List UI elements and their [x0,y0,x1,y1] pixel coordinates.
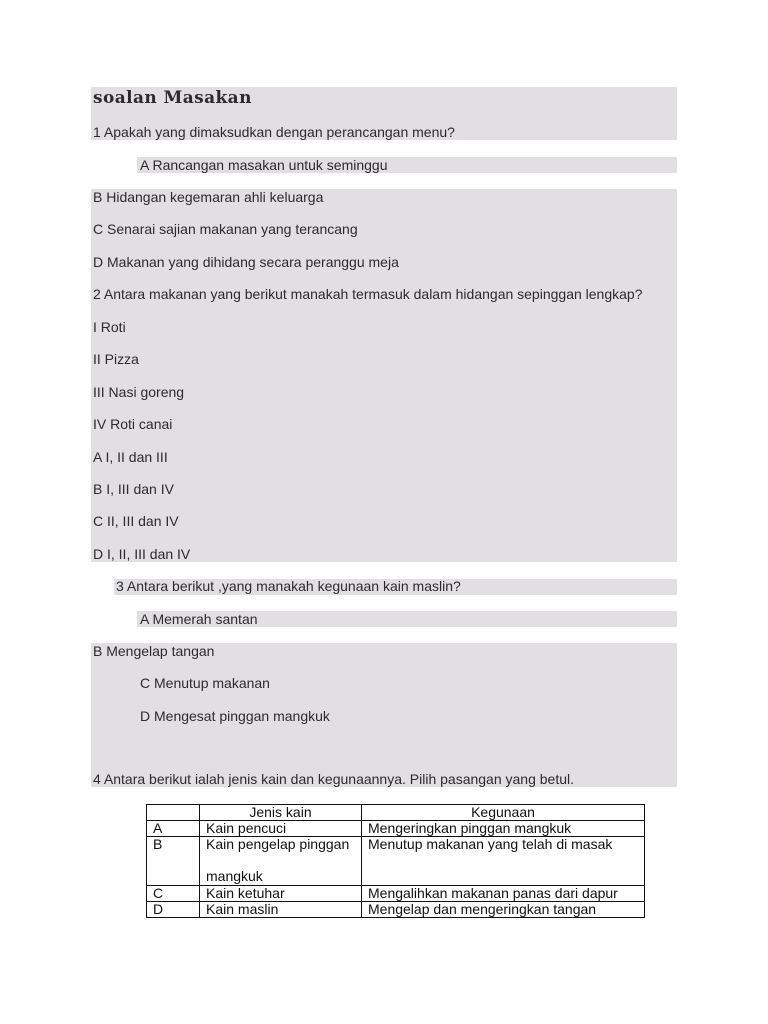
table-row [147,821,645,837]
question-1-option-b: B Hidangan kegemaran ahli keluarga [93,189,324,205]
question-1-option-d: D Makanan yang dihidang secara peranggu meja [93,254,399,270]
highlight-band-q1-q2 [91,189,677,562]
question-2-option-a: A I, II dan III [93,449,168,465]
document-title: soalan Masakan [93,88,252,108]
table-header-row [147,805,645,821]
question-2-item-ii: II Pizza [93,351,139,367]
question-3-option-b: B Mengelap tangan [93,643,215,659]
question-3: 3 Antara berikut ,yang manakah kegunaan kain maslin? [116,578,461,594]
table-cell-kain [200,837,362,886]
table-header-kegunaan: Kegunaan [362,805,645,821]
question-2-option-b: B I, III dan IV [93,481,174,497]
question-2-item-iv: IV Roti canai [93,416,173,432]
question-4: 4 Antara berikut ialah jenis kain dan kegunaannya. Pilih pasangan yang betul. [93,771,575,787]
question-3-option-c: C Menutup makanan [140,675,270,691]
question-3-option-d: D Mengesat pinggan mangkuk [140,708,330,724]
table-row [147,886,645,902]
table-cell-kegunaan: Mengeringkan pinggan mangkuk [362,821,645,837]
table-cell-kegunaan: Menutup makanan yang telah di masak [362,837,645,886]
table-cell-label: C [147,886,200,902]
question-2-item-i: I Roti [93,319,126,335]
table-cell-kain-line-2: mangkuk [206,868,263,884]
table-cell-label: A [147,821,200,837]
question-2-option-c: C II, III dan IV [93,513,179,529]
question-2: 2 Antara makanan yang berikut manakah termasuk dalam hidangan sepinggan lengkap? [93,286,643,302]
table-header-jenis-kain: Jenis kain [200,805,362,821]
table-cell-kegunaan: Mengelap dan mengeringkan tangan [362,902,645,918]
table-cell-kain: Kain ketuhar [200,886,362,902]
question-1-option-a: A Rancangan masakan untuk seminggu [140,157,388,173]
question-3-option-a: A Memerah santan [140,611,258,627]
fabric-usage-table [146,804,645,918]
table-header-blank [147,805,200,821]
question-2-item-iii: III Nasi goreng [93,384,185,400]
table-cell-kain: Kain pencuci [200,821,362,837]
table-cell-label: B [147,837,200,886]
table-row [147,837,645,886]
question-1: 1 Apakah yang dimaksudkan dengan perancangan menu? [93,124,455,140]
table-cell-kain-line-1: Kain pengelap pinggan [206,836,350,852]
table-cell-kain: Kain maslin [200,902,362,918]
table-cell-kegunaan: Mengalihkan makanan panas dari dapur [362,886,645,902]
table-cell-label: D [147,902,200,918]
question-1-option-c: C Senarai sajian makanan yang terancang [93,221,358,237]
table-row [147,902,645,918]
question-2-option-d: D I, II, III dan IV [93,546,191,562]
